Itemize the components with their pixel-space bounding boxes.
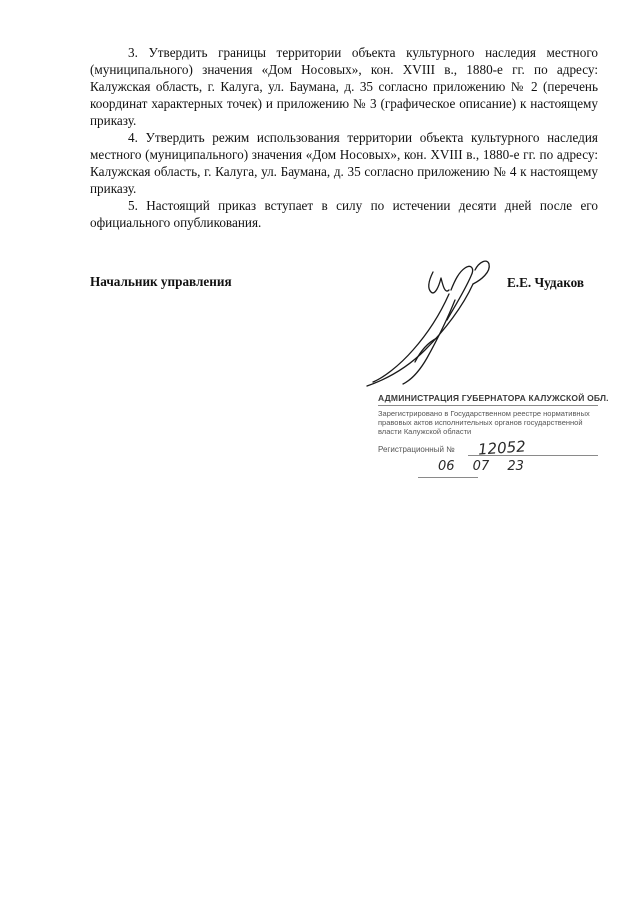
stamp-text: Зарегистрировано в Государственном реестре нормативных правовых актов исполнительных органов государственной власти Калужской области	[378, 409, 590, 436]
stamp-divider	[378, 405, 598, 406]
stamp-date: 06 07 23	[438, 459, 524, 474]
stamp-organization: АДМИНИСТРАЦИЯ ГУБЕРНАТОРА КАЛУЖСКОЙ ОБЛ.	[378, 393, 609, 403]
paragraph-item-4: 4. Утвердить режим использования территории объекта культурного наследия местного (муниципального) значения «Дом Носовых», кон. XVIII в., 1880-е гг. по адресу: Калужская область, г. Калуга, ул. Баумана, д. 35 согласно приложению № 4 к настоящему приказу.	[90, 130, 598, 196]
stamp-registration-number: 12052	[477, 437, 527, 459]
document-body	[90, 44, 598, 231]
signer-title: Начальник управления	[90, 274, 232, 289]
paragraph-item-3: 3. Утвердить границы территории объекта культурного наследия местного (муниципального) значения «Дом Носовых», кон. XVIII в., 1880-е гг. по адресу: Калужская область, г. Калуга, ул. Баумана, д. 35 согласно приложению № 2 (перечень координат характерных точек) и приложению № 3 (графическое описание) к настоящему приказу.	[90, 45, 598, 128]
handwritten-signature	[355, 250, 505, 390]
paragraph-item-5: 5. Настоящий приказ вступает в силу по истечении десяти дней после его официального опубликования.	[90, 198, 598, 230]
stamp-registration-label: Регистрационный №	[378, 445, 455, 454]
registration-stamp	[378, 385, 609, 485]
stamp-date-underline	[418, 477, 478, 478]
signer-name: Е.Е. Чудаков	[507, 275, 584, 290]
